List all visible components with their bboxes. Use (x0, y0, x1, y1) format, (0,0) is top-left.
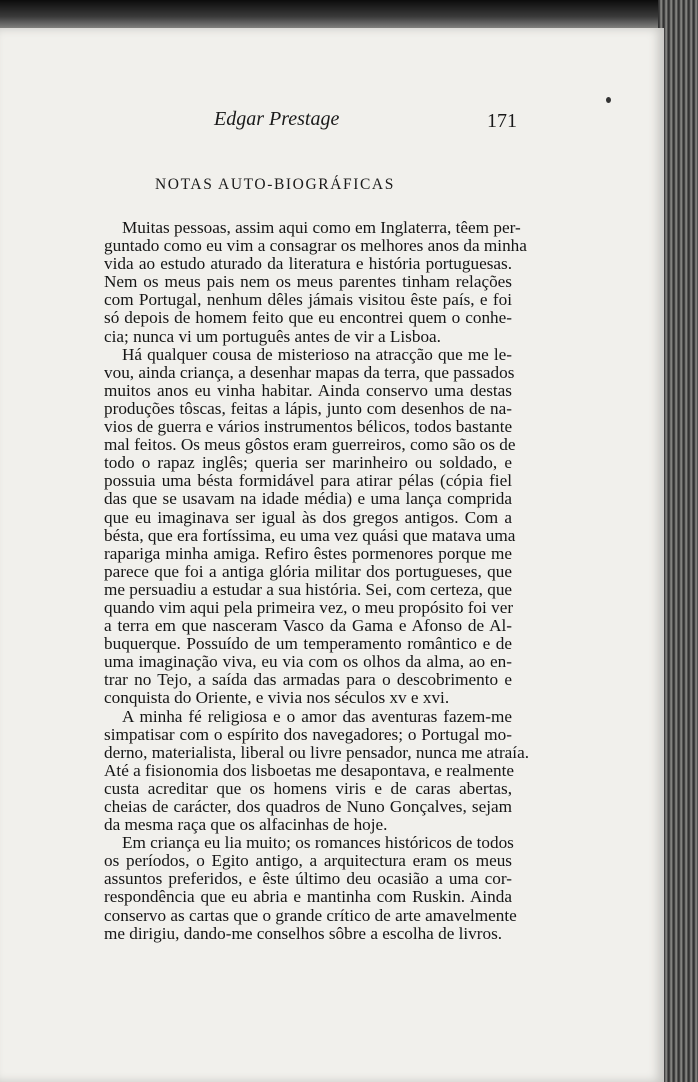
text-line: Muitas pessoas, assim aqui como em Inglaterra, têem per- (122, 218, 521, 237)
text-line: das que se usavam na idade média) e uma lança comprida (104, 489, 512, 509)
text-line: simpatisar com o espírito dos navegadores; o Portugal mo- (104, 724, 512, 744)
text-line: produções tôscas, feitas a lápis, junto com desenhos de na- (104, 398, 512, 418)
text-line: todo o rapaz inglês; queria ser marinheiro ou soldado, e (104, 453, 512, 473)
text-line: os períodos, o Egito antigo, a arquitectura eram os meus (104, 851, 512, 871)
running-head (0, 108, 664, 136)
text-line: A minha fé religiosa e o amor das aventuras fazem-me (122, 706, 512, 726)
text-line: só depois de homem feito que eu encontrei quem o conhe- (104, 308, 512, 328)
text-line: Em criança eu lia muito; os romances históricos de todos (122, 833, 514, 853)
body-text (104, 218, 530, 943)
text-line: bésta, que era fortíssima, eu uma vez quási que matava uma (104, 525, 516, 545)
text-line: com Portugal, nenhum dêles jámais visitou êste país, e foi (104, 290, 512, 310)
text-line: a terra em que nasceram Vasco da Gama e Afonso de Al- (104, 616, 512, 636)
text-line: buquerque. Possuído de um temperamento romântico e de (104, 634, 512, 654)
page-number: 171 (487, 110, 517, 132)
text-line: assuntos preferidos, e êste último deu ocasião a uma cor- (104, 869, 512, 889)
text-line: trar no Tejo, a saída das armadas para o descobrimento e (104, 670, 512, 690)
chapter-title: NOTAS AUTO-BIOGRÁFICAS (155, 176, 395, 193)
page-stack-edge (658, 0, 698, 1082)
text-line: custa acreditar que os homens viris e de caras abertas, (104, 778, 512, 798)
text-line: que eu imaginava ser igual às dos gregos antigos. Com a (104, 507, 512, 527)
text-line: vou, ainda criança, a desenhar mapas da terra, que passados (104, 362, 515, 382)
author-name: Edgar Prestage (214, 108, 340, 130)
text-line: vida ao estudo aturado da literatura e história portuguesas. (104, 254, 512, 274)
text-line: possuia uma bésta formidável para atirar pélas (cópia fiel (104, 471, 512, 491)
text-line: guntado como eu vim a consagrar os melhores anos da minha (104, 236, 527, 256)
text-line: Até a fisionomia dos lisboetas me desapontava, e realmente (104, 760, 514, 780)
text-line: me persuadiu a estudar a sua história. Sei, com certeza, que (104, 579, 513, 599)
text-line: me dirigiu, dando-me conselhos sôbre a escolha de livros. (104, 923, 503, 943)
text-line: conquista do Oriente, e vivia nos séculos xv e xvi. (104, 688, 450, 708)
text-line: conservo as cartas que o grande crítico de arte amavelmente (104, 905, 517, 925)
text-line: cia; nunca vi um português antes de vir a Lisboa. (104, 326, 441, 346)
text-line: parece que foi a antiga glória militar dos portugueses, que (104, 561, 512, 581)
text-line: quando vim aqui pela primeira vez, o meu propósito foi ver (104, 597, 514, 617)
text-line: uma imaginação viva, eu via com os olhos da alma, ao en- (104, 652, 512, 672)
text-line: respondência que eu abria e mantinha com Ruskin. Ainda (104, 887, 512, 907)
text-line: mal feitos. Os meus gôstos eram guerreiros, como são os de (104, 435, 516, 455)
text-line: derno, materialista, liberal ou livre pensador, nunca me atraía. (104, 742, 530, 762)
text-line: muitos anos eu vinha habitar. Ainda conservo uma destas (104, 380, 512, 400)
text-line: rapariga minha amiga. Refiro êstes pormenores porque me (104, 543, 512, 563)
text-line: cheias de carácter, dos quadros de Nuno Gonçalves, sejam (104, 797, 512, 816)
text-line: Nem os meus pais nem os meus parentes tinham relações (104, 272, 512, 292)
scan-top-edge (0, 0, 698, 30)
ink-mark (606, 97, 611, 103)
text-line: da mesma raça que os alfacinhas de hoje. (104, 815, 388, 835)
text-line: Há qualquer cousa de misterioso na atracção que me le- (122, 344, 512, 364)
text-line: vios de guerra e vários instrumentos bélicos, todos bastante (104, 417, 513, 437)
